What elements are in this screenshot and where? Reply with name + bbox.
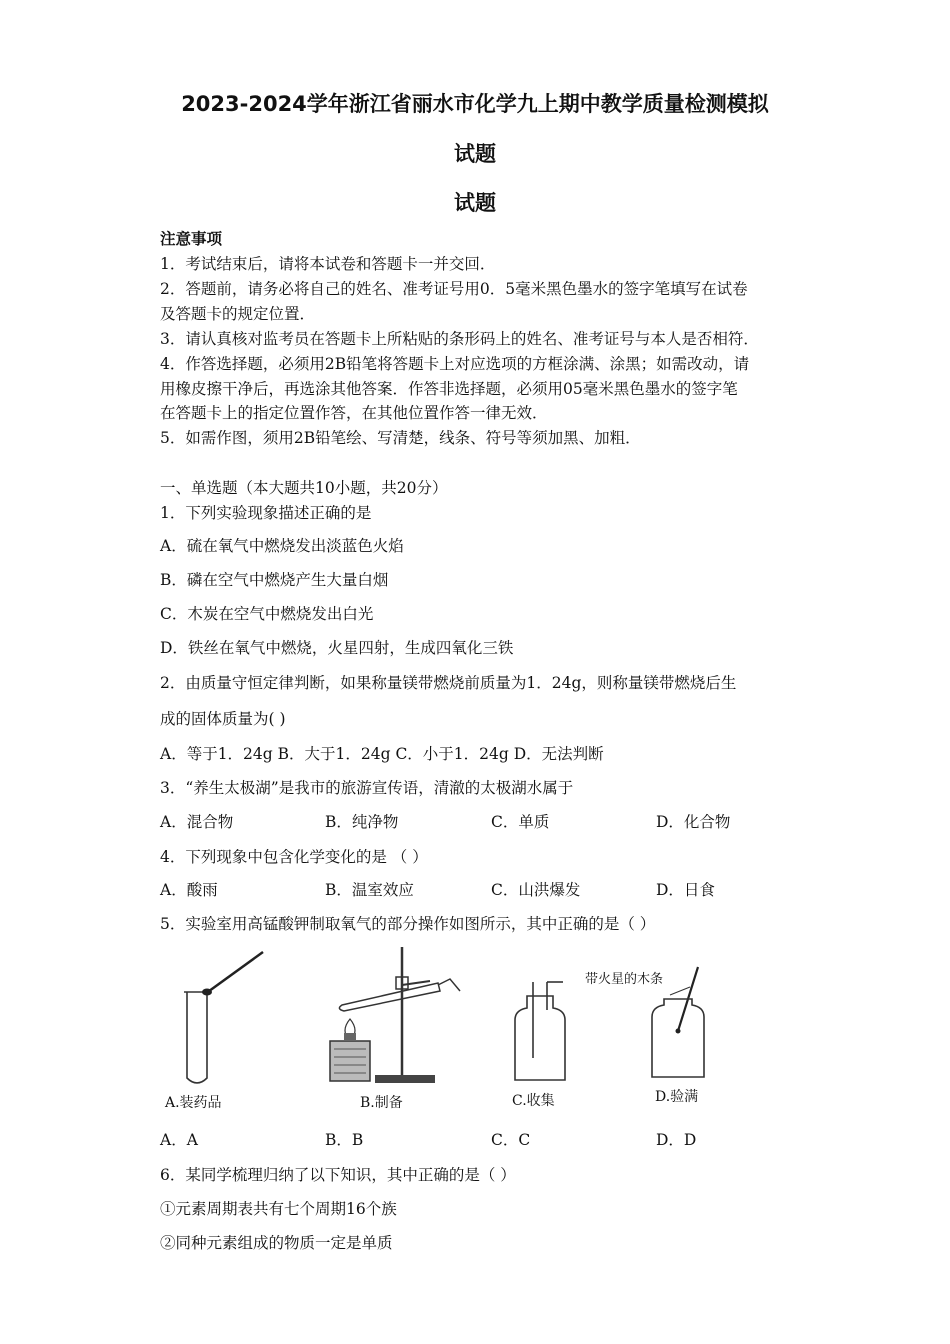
figure-d-testing-bottle (640, 965, 725, 1085)
figure-c-caption: C.收集 (512, 1093, 555, 1109)
notes-heading: 注意事项 (160, 229, 223, 248)
question-2-stem-line-2: 成的固体质量为( ) (160, 710, 286, 728)
question-2-options: A．等于1．24g B．大于1．24g C．小于1．24g D．无法判断 (160, 745, 604, 763)
figure-b-caption: B.制备 (360, 1095, 403, 1111)
note-line: 及答题卡的规定位置． (160, 305, 316, 323)
exam-title-line-1: 2023-2024学年浙江省丽水市化学九上期中教学质量检测模拟 (181, 92, 769, 116)
note-line: 1．考试结束后，请将本试卷和答题卡一并交回． (160, 255, 496, 273)
question-3-option-b: B．纯净物 (325, 813, 399, 831)
question-3-stem: 3．“养生太极湖”是我市的旅游宣传语，清澈的太极湖水属于 (160, 779, 574, 797)
question-3-option-d: D．化合物 (656, 813, 731, 831)
question-5-stem: 5．实验室用高锰酸钾制取氧气的部分操作如图所示，其中正确的是（ ） (160, 915, 656, 933)
section-heading: 一、单选题（本大题共10小题，共20分） (160, 479, 448, 497)
question-6-item-1: ①元素周期表共有七个周期16个族 (160, 1200, 397, 1218)
figure-d-label: 带火星的木条 (585, 972, 664, 987)
question-6-stem: 6．某同学梳理归纳了以下知识，其中正确的是（ ） (160, 1166, 516, 1184)
note-line: 4．作答选择题，必须用2B铅笔将答题卡上对应选项的方框涂满、涂黑；如需改动，请 (160, 355, 750, 373)
question-6-item-2: ②同种元素组成的物质一定是单质 (160, 1234, 393, 1252)
question-1-option-b: B．磷在空气中燃烧产生大量白烟 (160, 571, 389, 589)
question-4-option-c: C．山洪爆发 (491, 881, 581, 899)
figure-a-caption: A.装药品 (165, 1095, 222, 1111)
note-line: 用橡皮擦干净后，再选涂其他答案．作答非选择题，必须用05毫米黑色墨水的签字笔 (160, 380, 738, 398)
figure-b-heating-apparatus (320, 945, 470, 1090)
exam-title-line-2: 试题 (454, 142, 496, 166)
note-line: 3．请认真核对监考员在答题卡上所粘贴的条形码上的姓名、准考证号与本人是否相符． (160, 330, 759, 348)
note-line: 5．如需作图，须用2B铅笔绘、写清楚，线条、符号等须加黑、加粗． (160, 429, 641, 447)
question-1-option-c: C．木炭在空气中燃烧发出白光 (160, 605, 374, 623)
question-5-option-c: C．C (491, 1131, 531, 1149)
question-2-stem-line-1: 2．由质量守恒定律判断，如果称量镁带燃烧前质量为1．24g，则称量镁带燃烧后生 (160, 674, 737, 692)
question-4-option-d: D．日食 (656, 881, 715, 899)
question-5-option-a: A．A (160, 1131, 198, 1149)
question-3-option-c: C．单质 (491, 813, 550, 831)
question-5-option-d: D．D (656, 1131, 697, 1149)
note-line: 2．答题前，请务必将自己的姓名、准考证号用0．5毫米黑色墨水的签字笔填写在试卷 (160, 280, 748, 298)
question-1-option-a: A．硫在氧气中燃烧发出淡蓝色火焰 (160, 537, 404, 555)
question-1-stem: 1．下列实验现象描述正确的是 (160, 504, 372, 522)
question-4-option-a: A．酸雨 (160, 881, 218, 899)
question-1-option-d: D．铁丝在氧气中燃烧，火星四射，生成四氧化三铁 (160, 639, 514, 657)
note-line: 在答题卡上的指定位置作答，在其他位置作答一律无效． (160, 404, 548, 422)
question-4-option-b: B．温室效应 (325, 881, 414, 899)
figure-c-collection-bottle (505, 980, 575, 1090)
exam-title-line-3: 试题 (454, 191, 496, 215)
question-5-option-b: B．B (325, 1131, 364, 1149)
figure-d-caption: D.验满 (655, 1089, 699, 1105)
question-3-option-a: A．混合物 (160, 813, 234, 831)
figure-a-loading-test-tube (175, 950, 275, 1090)
question-4-stem: 4．下列现象中包含化学变化的是 （ ） (160, 848, 428, 866)
